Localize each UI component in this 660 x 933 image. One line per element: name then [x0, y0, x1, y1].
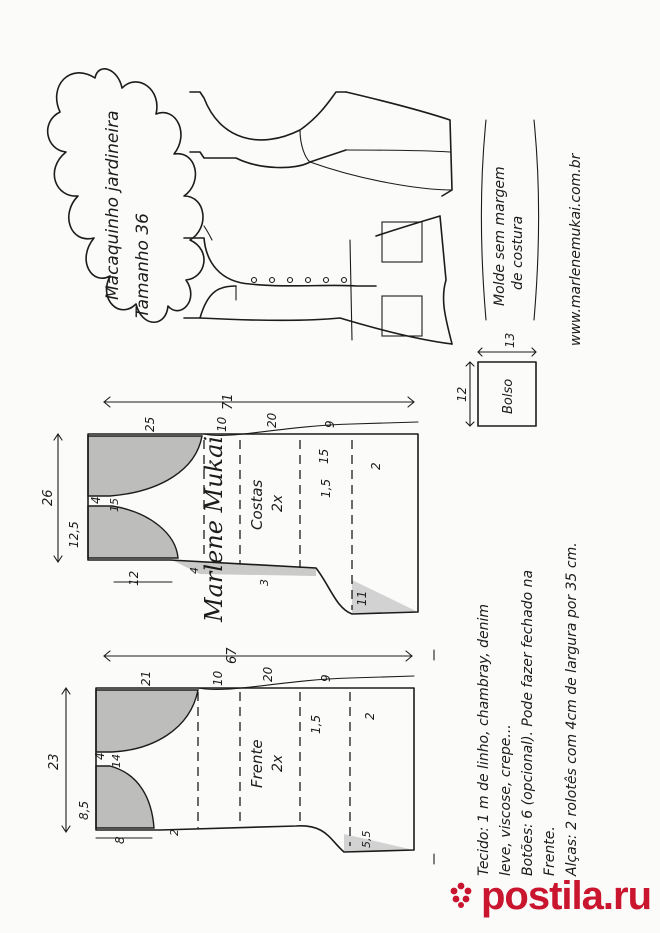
back-dim-15b: 1,5 — [319, 478, 333, 498]
back-dim-9: 9 — [323, 420, 337, 428]
back-dim-10: 10 — [215, 416, 229, 432]
back-length: 71 — [221, 393, 236, 410]
pocket-height: 13 — [503, 332, 517, 348]
front-width: 23 — [47, 753, 62, 770]
back-dim-25: 25 — [143, 416, 157, 432]
title-cloud — [48, 69, 204, 322]
front-dim-14: 14 — [110, 754, 123, 768]
title-line2: Tamanho 36 — [133, 213, 153, 318]
materials-notes — [476, 542, 580, 877]
note-block — [482, 120, 585, 346]
back-dim-20: 20 — [265, 412, 279, 428]
front-dim-21: 21 — [139, 670, 153, 686]
front-label: Frente — [248, 739, 266, 788]
front-dim-9: 9 — [319, 674, 333, 682]
note-line2: de costura — [510, 215, 526, 290]
back-dim-12: 12 — [127, 570, 141, 586]
signature-mark — [200, 436, 228, 623]
back-dim-15a: 15 — [317, 448, 331, 464]
front-piece — [47, 647, 434, 864]
materials-line3: Botões: 6 (opcional). Pode fazer fechado na — [520, 569, 536, 876]
back-dim-15c: 15 — [108, 498, 121, 512]
front-dim-85: 8,5 — [77, 800, 91, 820]
back-dim-125: 12,5 — [67, 521, 81, 548]
materials-line4: Frente. — [542, 826, 558, 876]
front-dim-8: 8 — [113, 836, 127, 844]
garment-buttons — [252, 278, 347, 283]
front-dim-10: 10 — [211, 670, 225, 686]
garment-sketch — [184, 92, 452, 344]
back-piece — [41, 393, 418, 614]
pocket-width: 12 — [455, 386, 469, 402]
front-dim-55: 5,5 — [360, 830, 373, 848]
back-label: Costas — [248, 479, 266, 530]
front-dim-20: 20 — [261, 666, 275, 682]
front-count: 2x — [270, 754, 286, 772]
materials-line2: leve, viscose, crepe... — [498, 724, 514, 876]
watermark-logo — [445, 870, 652, 920]
materials-line5: Alças: 2 rolotês com 4cm de largura por 35 cm. — [564, 542, 580, 876]
front-dim-4: 4 — [93, 752, 107, 760]
back-dim-2: 2 — [369, 462, 383, 470]
back-count: 2x — [270, 494, 286, 512]
website: www.marlenemukai.com.br — [568, 153, 584, 346]
front-length: 67 — [225, 647, 240, 664]
note-line1: Molde sem margem — [492, 166, 508, 306]
front-dim-15: 1,5 — [309, 714, 323, 734]
materials-line1: Tecido: 1 m de linho, chambray, denim — [476, 603, 492, 876]
pocket-piece — [455, 333, 536, 426]
back-dim-3: 3 — [258, 579, 271, 586]
postila-logo-icon — [445, 878, 477, 910]
back-dim-4b: 4 — [188, 567, 201, 574]
back-width: 26 — [41, 489, 56, 506]
front-dim-2: 2 — [363, 712, 377, 720]
title-line1: Macaquinho jardineira — [103, 110, 123, 300]
signature: Marlene Mukai — [200, 435, 228, 622]
watermark-text: postila.ru — [481, 874, 652, 918]
back-dim-11: 11 — [355, 590, 369, 606]
front-dim-2b: 2 — [168, 829, 181, 836]
back-dim-4: 4 — [89, 496, 103, 504]
pocket-label: Bolso — [501, 378, 516, 414]
